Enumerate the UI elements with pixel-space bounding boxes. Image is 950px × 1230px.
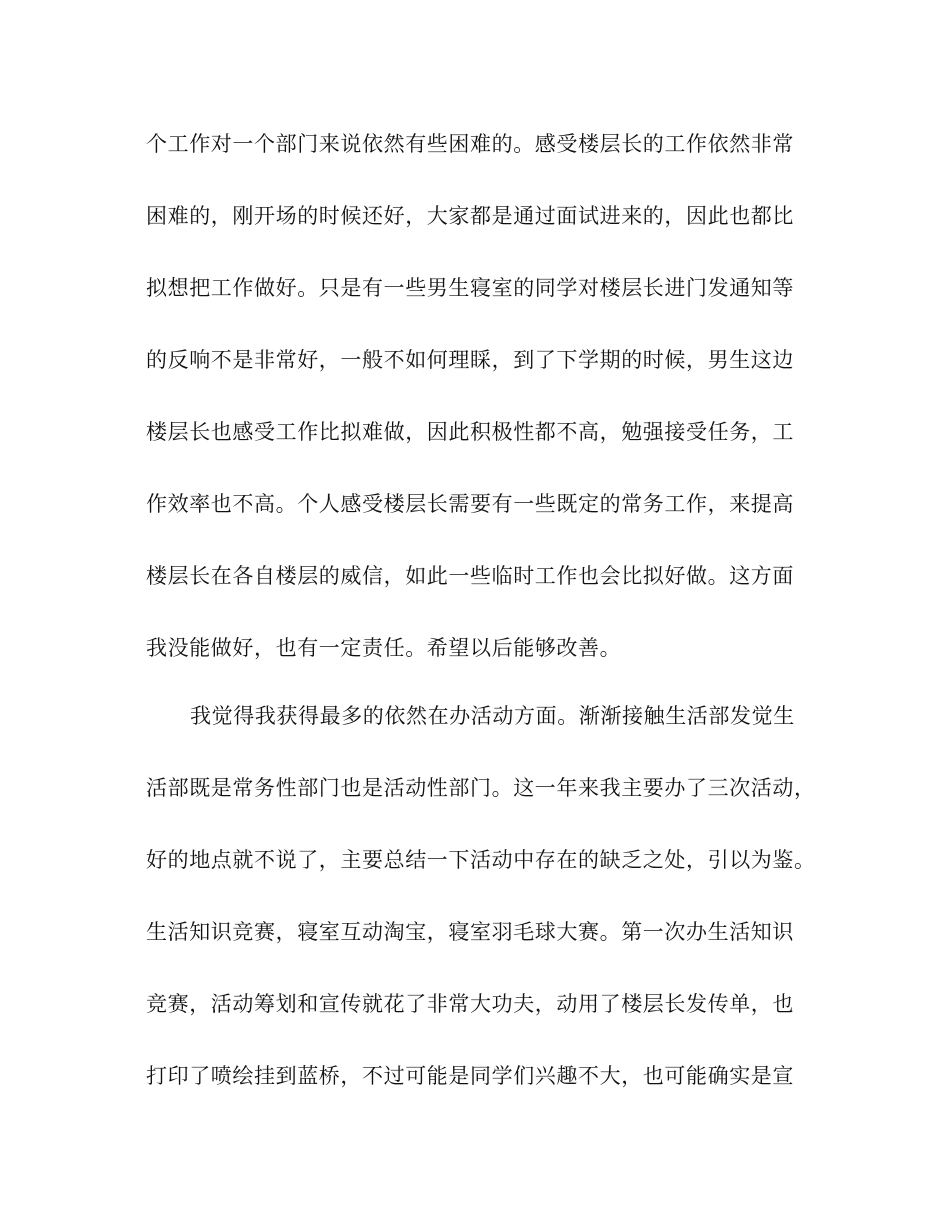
text-line: 的反响不是非常好，一般不如何理睬，到了下学期的时候，男生这边 [146,348,794,372]
text-line: 生活知识竞赛，寝室互动淘宝，寝室羽毛球大赛。第一次办生活知识 [146,920,794,944]
text-line: 楼层长在各自楼层的威信，如此一些临时工作也会比拟好做。这方面 [146,564,794,588]
text-line: 我没能做好，也有一定责任。希望以后能够改善。 [146,636,622,660]
text-line: 作效率也不高。个人感受楼层长需要有一些既定的常务工作，来提高 [146,492,794,516]
text-line: 竞赛，活动筹划和宣传就花了非常大功夫，动用了楼层长发传单，也 [146,992,794,1016]
text-line: 个工作对一个部门来说依然有些困难的。感受楼层长的工作依然非常 [146,132,794,156]
text-line: 好的地点就不说了，主要总结一下活动中存在的缺乏之处，引以为鉴。 [146,848,816,872]
text-line: 楼层长也感受工作比拟难做，因此积极性都不高，勉强接受任务，工 [146,420,794,444]
text-line: 打印了喷绘挂到蓝桥，不过可能是同学们兴趣不大，也可能确实是宣 [146,1064,794,1088]
text-line: 困难的，刚开场的时候还好，大家都是通过面试进来的，因此也都比 [146,204,794,228]
text-line: 活部既是常务性部门也是活动性部门。这一年来我主要办了三次活动， [146,776,816,800]
text-line: 拟想把工作做好。只是有一些男生寝室的同学对楼层长进门发通知等 [146,276,794,300]
paragraph-first-line: 我觉得我获得最多的依然在办活动方面。渐渐接触生活部发觉生 [190,704,795,728]
